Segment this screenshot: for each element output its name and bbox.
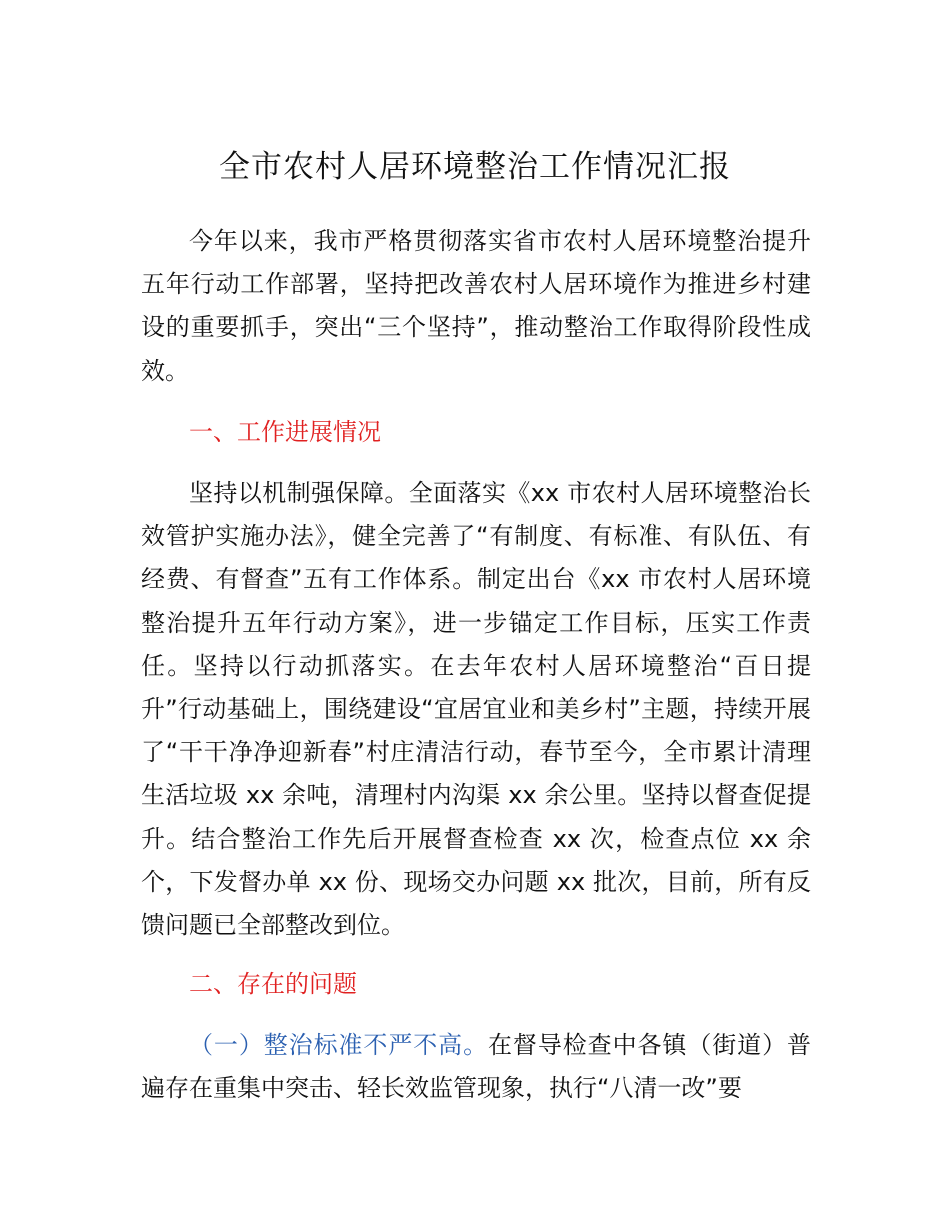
- problem-item-1: [141, 1024, 811, 1110]
- section-heading-problems: 二、存在的问题: [189, 970, 357, 998]
- intro-paragraph: 今年以来，我市严格贯彻落实省市农村人居环境整治提升五年行动工作部署，坚持把改善农村人居环境作为推进乡村建设的重要抓手，突出“三个坚持”，推动整治工作取得阶段性成效。: [141, 227, 811, 385]
- problem-item-1-body: 在督导检查中各镇（街道）普遍存在重集中突击、轻长效监管现象，执行“八清一改”要: [141, 1031, 811, 1103]
- section-heading-progress: 一、工作进展情况: [189, 418, 381, 446]
- problem-item-1-heading: （一）整治标准不严不高。: [189, 1031, 488, 1059]
- section-body-progress: 坚持以机制强保障。全面落实《xx 市农村人居环境整治长效管护实施办法》，健全完善了“有制度、有标准、有队伍、有经费、有督查”五有工作体系。制定出台《xx 市农村人居环境整治提升五年行动方案》，进一步锚定工作目标，压实工作责任。坚持以行动抓落实。在去年农村人居环境整治“百日提升”行动基础上，围绕建设“宜居宜业和美乡村”主题，持续开展了“干干净净迎新春”村庄清洁行动，春节至今，全市累计清理生活垃圾 xx 余吨，清理村内沟渠 xx 余公里。坚持以督查促提升。结合整治工作先后开展督查检查 xx 次，检查点位 xx 余个，下发督办单 xx 份、现场交办问题 xx 批次，目前，所有反馈问题已全部整改到位。: [141, 479, 811, 940]
- document-title: 全市农村人居环境整治工作情况汇报: [219, 149, 731, 185]
